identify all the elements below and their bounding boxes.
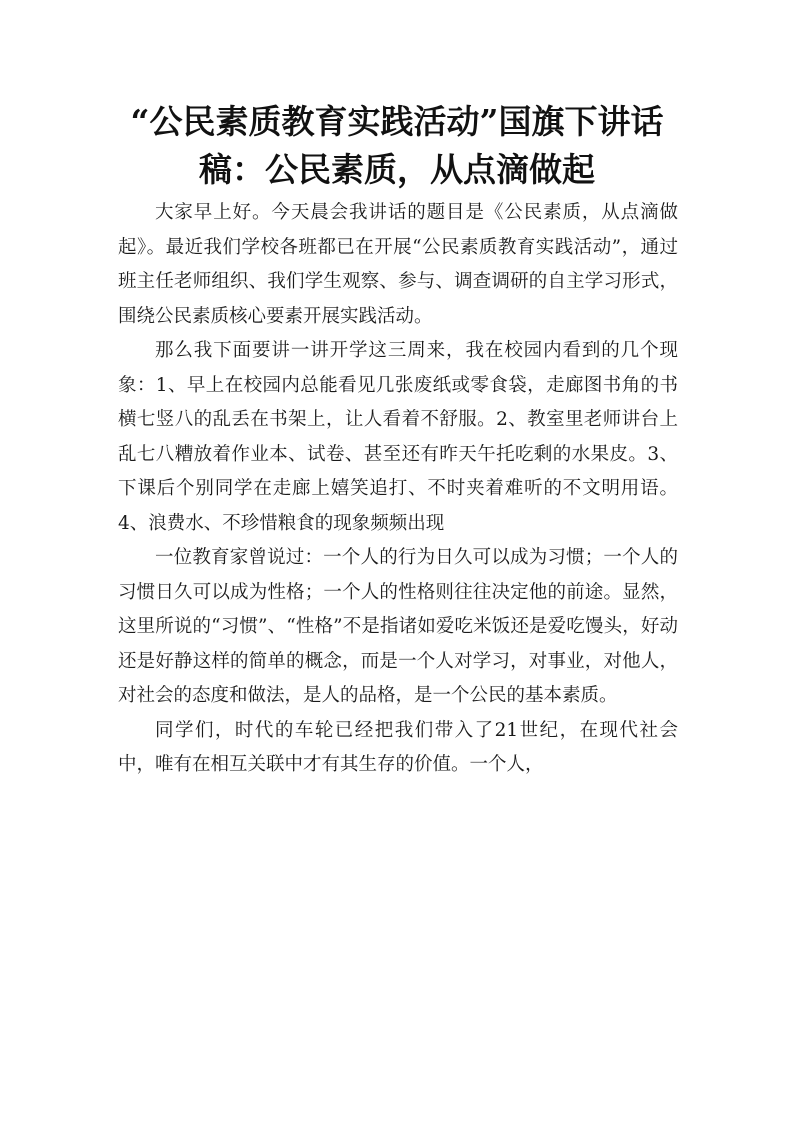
paragraph-educator-quote: 一位教育家曾说过：一个人的行为日久可以成为习惯；一个人的习惯日久可以成为性格；一个人的性格则往往决定他的前途。显然，这里所说的“习惯”、“性格”不是指诸如爱吃米饭还是爱吃馒头，好动还是好静这样的简单的概念，而是一个人对学习，对事业，对他人，对社会的态度和做法，是人的品格，是一个公民的基本素质。 bbox=[118, 547, 678, 706]
paragraph-phenomena: 那么我下面要讲一讲开学这三周来，我在校园内看到的几个现象：1、早上在校园内总能看见几张废纸或零食袋，走廊图书角的书横七竖八的乱丢在书架上，让人看着不舒服。2、教室里老师讲台上乱七八糟放着作业本、试卷、甚至还有昨天午托吃剩的水果皮。3、下课后个别同学在走廊上嬉笑追打、不时夹着难听的不文明用语。4、浪费水、不珍惜粮食的现象频频出现 bbox=[118, 340, 678, 534]
paragraph-era: 同学们，时代的车轮已经把我们带入了21世纪，在现代社会中，唯有在相互关联中才有其生存的价值。一个人， bbox=[118, 719, 678, 775]
title-line-1: “公民素质教育实践活动”国旗下讲话 bbox=[130, 102, 664, 141]
paragraph-greeting: 大家早上好。今天晨会我讲话的题目是《公民素质，从点滴做起》。最近我们学校各班都已在开展“公民素质教育实践活动”，通过班主任老师组织、我们学生观察、参与、调查调研的自主学习形式，围绕公民素质核心要素开展实践活动。 bbox=[118, 202, 678, 327]
document-body bbox=[118, 196, 678, 783]
title-line-2: 稿：公民素质，从点滴做起 bbox=[199, 150, 595, 189]
document-title bbox=[110, 98, 684, 194]
